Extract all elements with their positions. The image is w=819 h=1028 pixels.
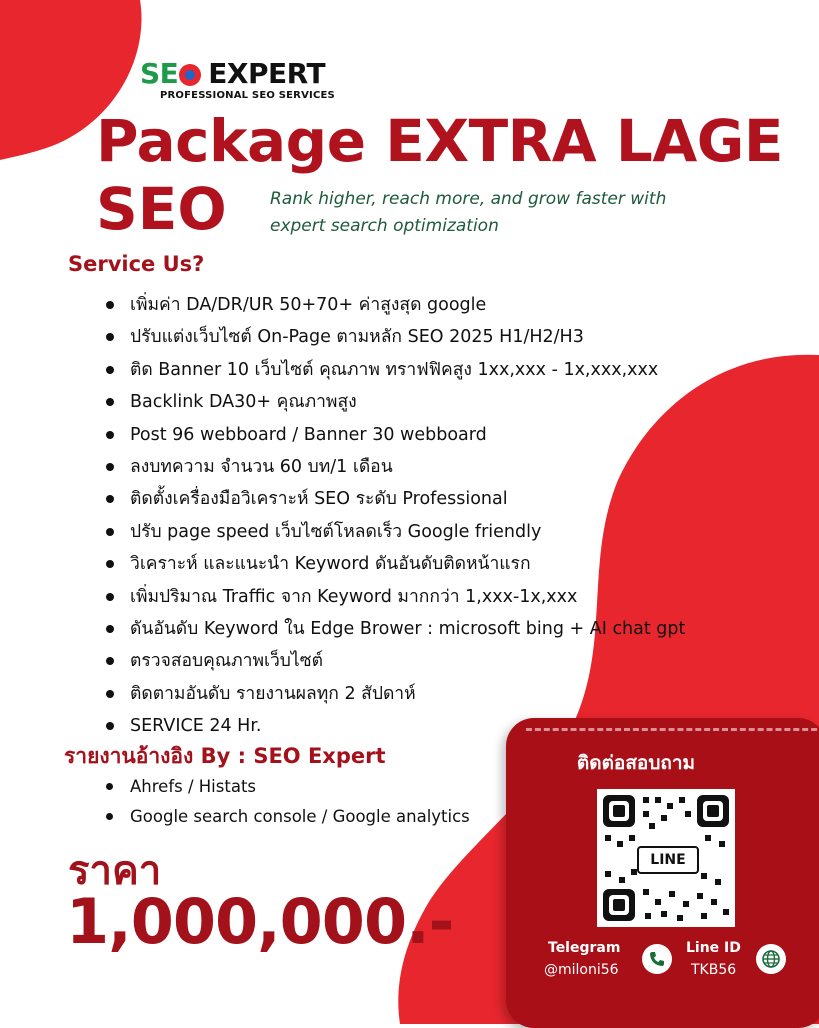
list-item: ติดตั้งเครื่องมือวิเคราะห์ SEO ระดับ Professional <box>106 483 685 515</box>
reports-list <box>106 772 470 832</box>
list-item: ปรับแต่งเว็บไซต์ On-Page ตามหลัก SEO 2025 H1/H2/H3 <box>106 321 685 353</box>
services-heading: Service Us? <box>68 252 205 276</box>
logo-seo-text: SE <box>140 57 179 90</box>
logo-expert-text: EXPERT <box>208 57 326 90</box>
reports-heading: รายงานอ้างอิง By : SEO Expert <box>64 744 386 768</box>
list-item: ลงบทความ จำนวน 60 บท/1 เดือน <box>106 451 685 483</box>
package-title-seo: SEO <box>96 175 227 243</box>
contact-title: ติดต่อสอบถาม <box>576 752 696 774</box>
logo-target-icon <box>179 64 201 86</box>
card-divider <box>526 728 819 731</box>
list-item: ติดตามอันดับ รายงานผลทุก 2 สัปดาห์ <box>106 678 685 710</box>
telegram-label: Telegram <box>548 940 621 956</box>
tagline: Rank higher, reach more, and grow faster with expert search optimization <box>270 189 667 236</box>
price-value: 1,000,000.- <box>66 885 454 958</box>
list-item: Post 96 webboard / Banner 30 webboard <box>106 419 685 451</box>
telegram-value[interactable]: @miloni56 <box>544 962 619 978</box>
line-qr-code[interactable] <box>597 789 735 927</box>
list-item: เพิ่มปริมาณ Traffic จาก Keyword มากกว่า 1,xxx-1x,xxx <box>106 581 685 613</box>
qr-line-badge: LINE <box>637 846 699 874</box>
price-label: ราคา <box>68 848 162 894</box>
list-item: เพิ่มค่า DA/DR/UR 50+70+ ค่าสูงสุด google <box>106 289 685 321</box>
services-list <box>106 289 685 742</box>
list-item: ตรวจสอบคุณภาพเว็บไซต์ <box>106 645 685 677</box>
logo-subtitle: PROFESSIONAL SEO SERVICES <box>160 90 335 101</box>
list-item: ดันอันดับ Keyword ใน Edge Brower : microsoft bing + AI chat gpt <box>106 613 685 645</box>
contact-card <box>506 718 819 1028</box>
list-item: ปรับ page speed เว็บไซต์โหลดเร็ว Google friendly <box>106 516 685 548</box>
list-item: SERVICE 24 Hr. <box>106 710 685 742</box>
brand-logo <box>140 58 340 108</box>
list-item: ติด Banner 10 เว็บไซต์ คุณภาพ ทราฟฟิคสูง 1xx,xxx - 1x,xxx,xxx <box>106 354 685 386</box>
globe-icon[interactable] <box>756 944 786 974</box>
list-item: Google search console / Google analytics <box>106 802 470 832</box>
line-id-label: Line ID <box>686 940 741 956</box>
list-item: วิเคราะห์ และแนะนำ Keyword ดันอันดับติดหน้าแรก <box>106 548 685 580</box>
package-title: Package EXTRA LAGE <box>96 107 783 175</box>
phone-icon[interactable] <box>642 944 672 974</box>
list-item: Ahrefs / Histats <box>106 772 470 802</box>
list-item: Backlink DA30+ คุณภาพสูง <box>106 386 685 418</box>
line-id-value[interactable]: TKB56 <box>691 962 737 978</box>
